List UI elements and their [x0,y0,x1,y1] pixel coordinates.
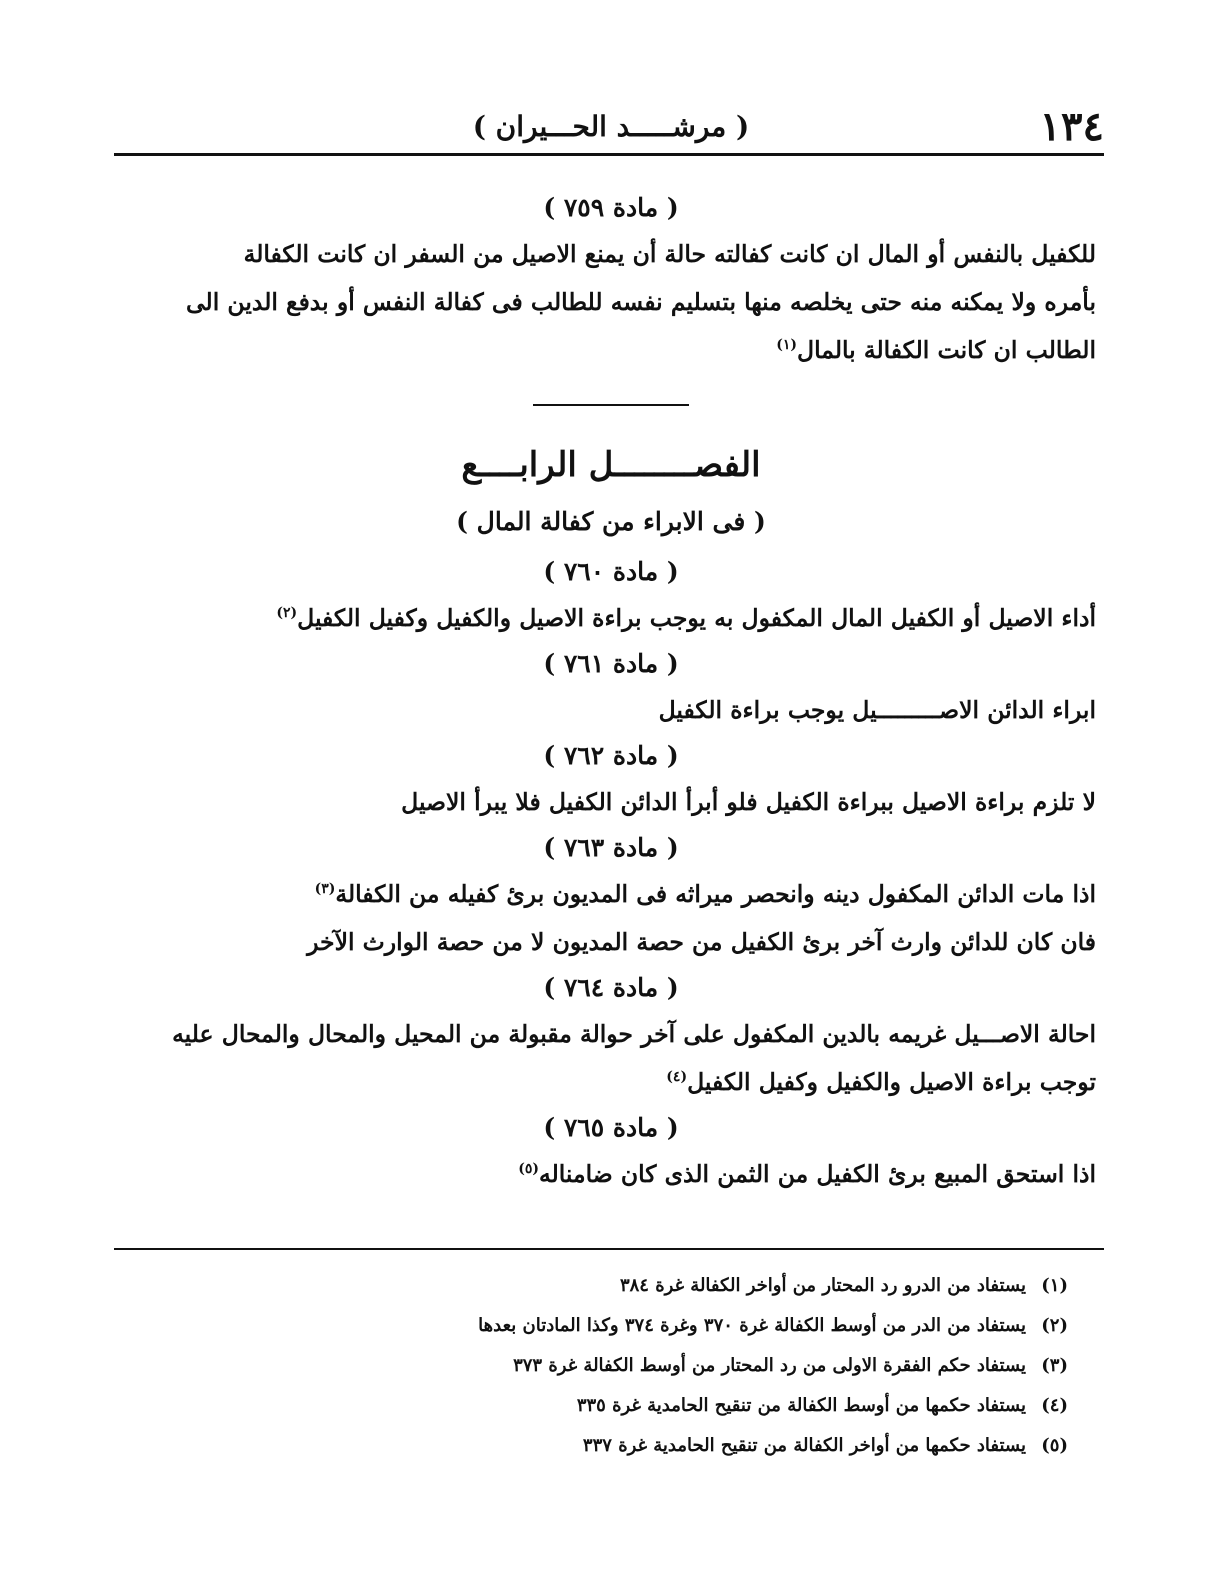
footnote [300,1386,1068,1426]
footnote-number: (٢) [1041,1315,1068,1336]
footnote [300,1306,1068,1346]
footnote-number: (٥) [1041,1435,1068,1456]
article-title: ( مادة ٧٦٥ ) [543,1113,679,1142]
header-rule [114,153,1104,156]
footnote-text: يستفاد حكمها من أوسط الكفالة من تنقيح الحامدية غرة ٣٣٥ [576,1395,1026,1416]
footnote-text: يستفاد من الدرو رد المحتار من أواخر الكفالة غرة ٣٨٤ [619,1275,1026,1296]
footnote-ref: (٤) [666,1069,688,1086]
running-title: ( مرشـــــد الحـــيران ) [472,110,750,143]
section-separator [533,404,689,406]
chapter-subtitle: ( فى الابراء من كفالة المال ) [456,507,766,536]
footnote-ref: (١) [776,337,797,354]
footnote-text: يستفاد حكمها من أواخر الكفالة من تنقيح الحامدية غرة ٣٣٧ [582,1435,1026,1456]
article-title: ( مادة ٧٦٠ ) [543,557,679,586]
footnote-number: (٣) [1041,1355,1068,1376]
article-line: احالة الاصـــيل غريمه بالدين المكفول على آخر حوالة مقبولة من المحيل والمحال والمحال عليه [172,1020,1096,1048]
article-line [126,1058,1096,1106]
article-title: ( مادة ٧٦٣ ) [543,833,679,862]
page-body [126,186,1096,1198]
footnote [300,1266,1068,1306]
article-762 [126,734,1096,826]
article-line: لا تلزم براءة الاصيل ببراءة الكفيل فلو أبرأ الدائن الكفيل فلا يبرأ الاصيل [401,788,1096,816]
footnote [300,1426,1068,1466]
article-759 [126,186,1096,374]
article-line [126,594,1096,642]
footnote-rule [114,1248,1104,1250]
footnote-ref: (٥) [518,1161,539,1178]
article-764 [126,966,1096,1106]
article-title: ( مادة ٧٦٢ ) [543,741,679,770]
article-line: للكفيل بالنفس أو المال ان كانت كفالته حالة أن يمنع الاصيل من السفر ان كانت الكفالة [243,240,1096,268]
footnotes [300,1266,1068,1466]
article-line-text: توجب براءة الاصيل والكفيل وكفيل الكفيل [687,1068,1096,1096]
footnote-ref: (٣) [314,881,336,898]
article-line: فان كان للدائن وارث آخر برئ الكفيل من حصة المديون لا من حصة الوارث الآخر [307,928,1096,956]
page-header [118,100,1104,154]
article-761 [126,642,1096,734]
footnote-ref: (٢) [276,605,298,622]
footnote-text: يستفاد من الدر من أوسط الكفالة غرة ٣٧٠ وغرة ٣٧٤ وكذا المادتان بعدها [478,1315,1026,1336]
article-763 [126,826,1096,966]
article-760 [126,550,1096,642]
article-line-text: اذا مات الدائن المكفول دينه وانحصر ميراثه فى المديون برئ كفيله من الكفالة [335,880,1096,908]
article-title: ( مادة ٧٥٩ ) [543,193,679,222]
article-line-text: اذا استحق المبيع برئ الكفيل من الثمن الذى كان ضامناله [538,1160,1096,1188]
article-line-text: الطالب ان كانت الكفالة بالمال [797,336,1096,364]
footnote [300,1346,1068,1386]
article-line [126,326,1096,374]
footnote-text: يستفاد حكم الفقرة الاولى من رد المحتار من أوسط الكفالة غرة ٣٧٣ [513,1355,1026,1376]
article-title: ( مادة ٧٦٤ ) [543,973,679,1002]
article-title: ( مادة ٧٦١ ) [543,649,679,678]
chapter-title: الفصــــــــل الرابــــع [461,445,761,485]
footnote-number: (٤) [1041,1395,1068,1416]
article-line: ابراء الدائن الاصـــــــــيل يوجب براءة الكفيل [658,696,1096,724]
footnote-number: (١) [1041,1275,1068,1296]
article-line-text: أداء الاصيل أو الكفيل المال المكفول به يوجب براءة الاصيل والكفيل وكفيل الكفيل [297,604,1096,632]
article-line [126,1150,1096,1198]
article-765 [126,1106,1096,1198]
page-number: ١٣٤ [1039,103,1104,150]
article-line [126,870,1096,918]
article-line: بأمره ولا يمكنه منه حتى يخلصه منها بتسليم نفسه للطالب فى كفالة النفس أو بدفع الدين الى [185,288,1096,316]
